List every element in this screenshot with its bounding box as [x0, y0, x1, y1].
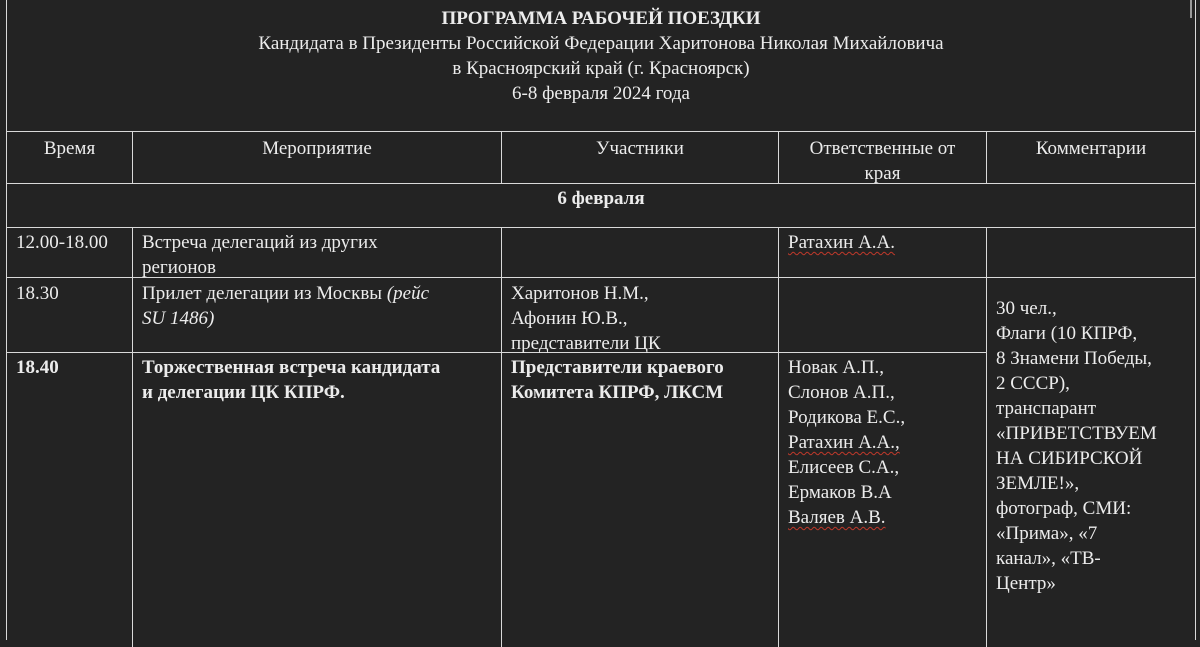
col-divider-event-body — [501, 227, 502, 647]
row-3-responsible-2: Слонов А.П., — [788, 382, 895, 403]
row-2-participants — [511, 281, 776, 356]
col-divider-responsible-body — [986, 227, 987, 647]
day-label: 6 февраля — [557, 188, 645, 209]
comment-line-7: НА СИБИРСКОЙ — [996, 448, 1143, 469]
merged-comment — [996, 296, 1192, 596]
comment-line-3: 8 Знамени Победы, — [996, 348, 1152, 369]
row-2-event-line1 — [142, 281, 497, 306]
row-3-responsible-1: Новак А.П., — [788, 357, 885, 378]
col-divider-time-body — [132, 227, 133, 647]
comment-line-5: транспарант — [996, 398, 1097, 419]
header-event-label: Мероприятие — [262, 138, 372, 159]
table-top-border — [7, 131, 1195, 132]
row-1-time-text: 12.00-18.00 — [16, 232, 108, 253]
col-divider-participants-body — [778, 227, 779, 647]
comment-line-2: Флаги (10 КПРФ, — [996, 323, 1138, 344]
row-1-event-line2: регионов — [142, 257, 217, 278]
row-3-event-line2: и делегации ЦК КПРФ. — [142, 382, 345, 403]
row-2-time-text: 18.30 — [16, 283, 59, 304]
row-2-flight-label: (рейс — [386, 283, 430, 304]
row-2-time — [16, 281, 59, 306]
header-time — [7, 136, 132, 161]
header-time-label: Время — [43, 138, 96, 159]
header-event — [133, 136, 501, 161]
page-edge-marker — [1190, 0, 1192, 18]
header-participants — [502, 136, 778, 161]
row-2-bottom-border-left — [7, 352, 986, 353]
document-title: ПРОГРАММА РАБОЧЕЙ ПОЕЗДКИ — [441, 8, 761, 29]
row-1-time — [16, 230, 108, 255]
day-row-bottom-border — [7, 227, 1195, 228]
row-1-responsible-name: Ратахин А.А. — [788, 232, 896, 253]
row-3-participant-1: Представители краевого — [511, 357, 724, 378]
row-3-participants — [511, 355, 776, 405]
comment-line-10: «Прима», «7 — [996, 523, 1098, 544]
document-subtitle-region: в Красноярский край (г. Красноярск) — [452, 58, 750, 79]
row-3-event — [142, 355, 497, 405]
row-3-responsible-5: Елисеев С.А., — [788, 457, 900, 478]
row-3-time-text: 18.40 — [16, 357, 59, 378]
row-2-event — [142, 281, 497, 331]
row-2-participant-2: Афонин Ю.В., — [511, 308, 628, 329]
row-3-participant-2: Комитета КПРФ, ЛКСМ — [511, 382, 724, 403]
comment-line-9: фотограф, СМИ: — [996, 498, 1132, 519]
header-participants-label: Участники — [596, 138, 684, 159]
row-2-participant-1: Харитонов Н.М., — [511, 283, 649, 304]
row-1-event-line1: Встреча делегаций из других — [142, 232, 378, 253]
row-1-event — [142, 230, 497, 280]
header-comments — [987, 136, 1195, 161]
comment-line-12: Центр» — [996, 573, 1056, 594]
row-2-participant-3: представители ЦК — [511, 333, 661, 354]
row-3-event-line1: Торжественная встреча кандидата — [142, 357, 441, 378]
row-3-responsible-7: Валяев А.В. — [788, 507, 886, 528]
comment-line-4: 2 СССР), — [996, 373, 1070, 394]
row-1-responsible — [788, 230, 895, 255]
comment-line-8: ЗЕМЛЕ!», — [996, 473, 1080, 494]
row-3-time — [16, 355, 59, 380]
row-2-flight-number: SU 1486) — [142, 308, 215, 329]
header-comments-label: Комментарии — [1035, 138, 1147, 159]
header-bottom-border — [7, 183, 1195, 184]
document-subtitle-candidate: Кандидата в Президенты Российской Федерации Харитонова Николая Михайловича — [258, 33, 944, 54]
header-responsible-label-line2: края — [864, 163, 901, 184]
day-row — [7, 186, 1195, 211]
row-3-responsible-3: Родикова Е.С., — [788, 407, 906, 428]
comment-line-1: 30 чел., — [996, 298, 1057, 319]
row-3-responsible — [788, 355, 983, 530]
row-2-event-text: Прилет делегации из Москвы — [142, 283, 383, 304]
header-responsible — [779, 136, 986, 186]
document-page — [6, 0, 1196, 640]
header-responsible-label-line1: Ответственные от — [809, 138, 956, 159]
row-3-responsible-4: Ратахин А.А., — [788, 432, 900, 453]
document-header — [7, 6, 1195, 106]
row-3-responsible-6: Ермаков В.А — [788, 482, 892, 503]
comment-line-11: канал», «ТВ- — [996, 548, 1101, 569]
document-subtitle-dates: 6-8 февраля 2024 года — [512, 83, 690, 104]
comment-line-6: «ПРИВЕТСТВУЕМ — [996, 423, 1157, 444]
